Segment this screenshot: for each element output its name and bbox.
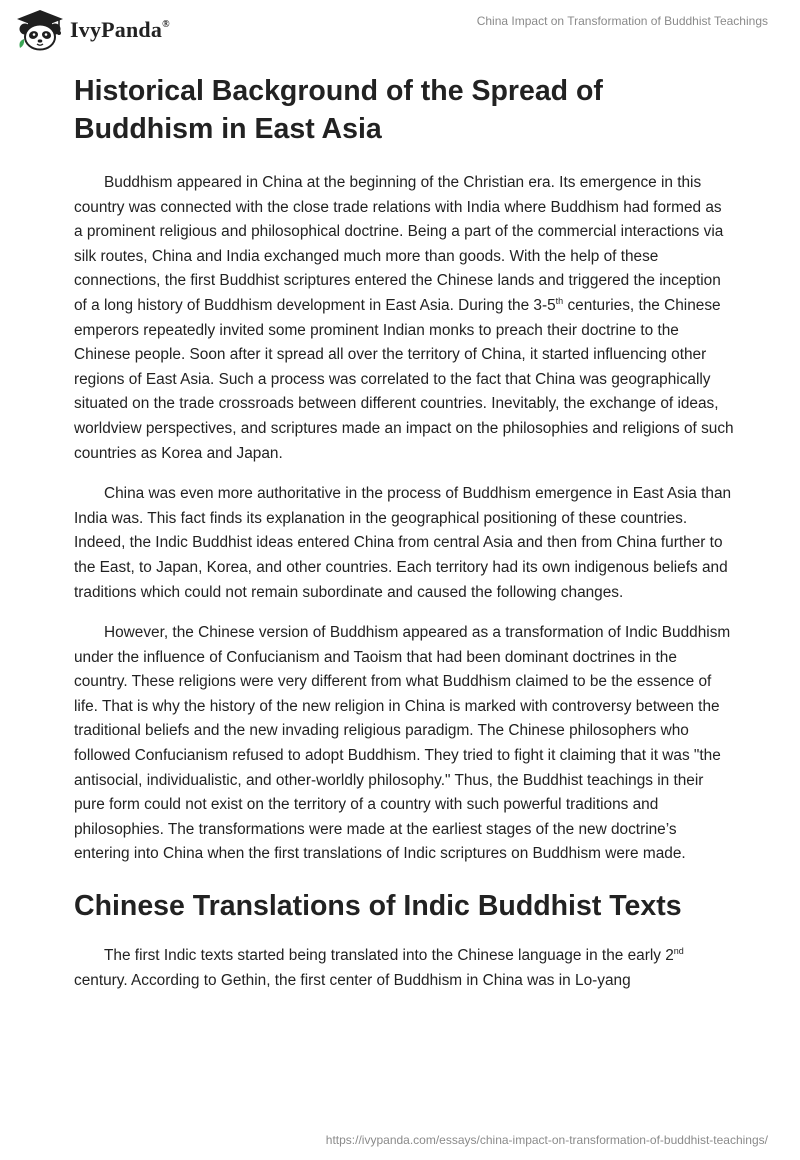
paragraph-2: China was even more authoritative in the process of Buddhism emergence in East Asia than India was. This fact finds its explanation in the geographical positioning of these countries. Indeed, the Indic Buddhist ideas entered China from central Asia and then from China further to the East, to Japan, Korea, and other countries. Each territory had its own indigenous beliefs and traditions which could not remain subordinate and caused the following changes. bbox=[74, 485, 732, 601]
paragraph-4: The first Indic texts started being translated into the Chinese language in the early 2nd century. According to Gethin, the first center of Buddhism in China was in Lo-yang bbox=[74, 945, 684, 989]
section-heading-chinese-translations: Chinese Translations of Indic Buddhist Texts bbox=[74, 890, 682, 923]
panda-logo-icon bbox=[14, 8, 66, 52]
registered-mark: ® bbox=[162, 18, 170, 30]
paragraph-1: Buddhism appeared in China at the beginning of the Christian era. Its emergence in this country was connected with the close trade relations with India where Buddhism had formed as a prominent religious and philosophical doctrine. Being a part of the commercial interactions via silk routes, China and India exchanged much more than goods. With the help of these connections, the first Buddhist scriptures entered the Chinese lands and triggered the inception of a long history of Buddhism development in East Asia. During the 3-5th centuries, the Chinese emperors repeatedly invited some prominent Indian monks to preach their doctrine to the Chinese people. Soon after it spread all over the territory of China, it started influencing other regions of East Asia. Such a process was correlated to the fact that China was geographically situated on the trade crossroads between different countries. Inevitably, the exchange of ideas, worldview perspectives, and scriptures made an impact on the philosophies and religions of such countries as Korea and Japan. bbox=[74, 174, 734, 462]
article-body bbox=[74, 72, 734, 993]
logo-text: IvyPanda® bbox=[70, 17, 170, 42]
page-header bbox=[0, 0, 800, 62]
site-logo[interactable] bbox=[14, 8, 170, 52]
document-title: China Impact on Transformation of Buddhist Teachings bbox=[476, 14, 768, 28]
paragraph-3: However, the Chinese version of Buddhism appeared as a transformation of Indic Buddhism under the influence of Confucianism and Taoism that had been dominant doctrines in the country. These religions were very different from what Buddhism claimed to be the essence of life. That is why the history of the new religion in China is marked with controversy between the traditional beliefs and the new invading religious paradigm. The Chinese philosophers who followed Confucianism refused to adopt Buddhism. They tried to fight it claiming that it was "the antisocial, individualistic, and other-worldly philosophy." Thus, the Buddhist teachings in their pure form could not exist on the territory of a country with such powerful traditions and philosophies. The transformations were made at the earliest stages of the new doctrine’s entering into China when the first translations of Indic scriptures on Buddhism were made. bbox=[74, 624, 731, 863]
source-url-link[interactable]: https://ivypanda.com/essays/china-impact-on-transformation-of-buddhist-teachings/ bbox=[325, 1133, 768, 1147]
section-heading-historical-background: Historical Background of the Spread of Buddhism in East Asia bbox=[74, 75, 603, 145]
